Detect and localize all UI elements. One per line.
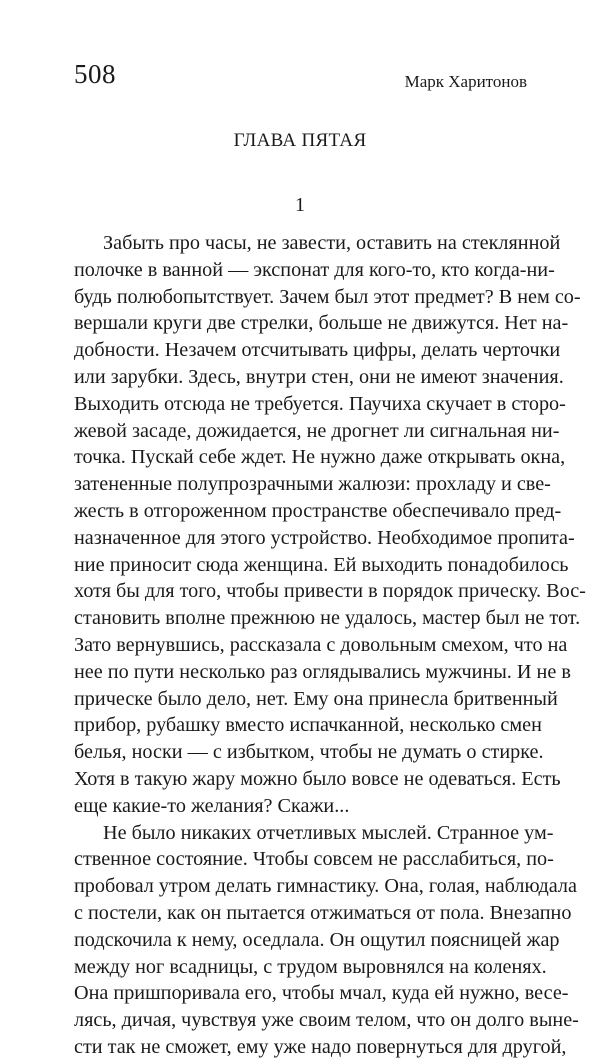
body-text <box>74 230 586 1061</box>
text-line: жесть в отгороженном пространстве обеспечивало пред- <box>74 499 562 522</box>
text-line: жевой засаде, дожидается, не дрогнет ли сигнальная ни- <box>74 419 560 442</box>
text-line: сти так не сможет, ему уже надо повернуться для другой, <box>74 1035 567 1058</box>
text-line: между ног всадницы, с трудом выровнялся на коленях. <box>74 955 547 978</box>
text-line: полочке в ванной — экспонат для кого-то, кто когда-ни- <box>74 258 555 281</box>
text-line: Выходить отсюда не требуется. Паучиха скучает в сторо- <box>74 392 566 415</box>
chapter-title: ГЛАВА ПЯТАЯ <box>233 130 367 151</box>
text-line: Забыть про часы, не завести, оставить на стеклянной <box>103 232 561 254</box>
text-line: белья, носки — с избытком, чтобы не думать о стирке. <box>74 741 544 764</box>
text-line: ние приносит сюда женщина. Ей выходить понадобилось <box>74 553 569 576</box>
text-line: будь полюбопытствует. Зачем был этот предмет? В нем со- <box>74 285 581 308</box>
page-number: 508 <box>74 59 116 89</box>
text-line: становить вполне прежнюю не удалось, мастер был не тот. <box>74 607 581 630</box>
text-line: прическе было дело, нет. Ему она принесла бритвенный <box>74 687 558 710</box>
text-line: Не было никаких отчетливых мыслей. Странное ум- <box>103 821 554 844</box>
text-line: Она пришпоривала его, чтобы мчал, куда ей нужно, весе- <box>74 982 569 1005</box>
text-line: затененные полупрозрачными жалюзи: прохладу и све- <box>74 473 551 496</box>
text-line: назначенное для этого устройство. Необходимое пропита- <box>74 526 575 549</box>
text-line: подскочила к нему, оседлала. Он ощутил поясницей жар <box>74 928 560 951</box>
running-head-author: Марк Харитонов <box>404 72 527 91</box>
text-line: пробовал утром делать гимнастику. Она, голая, наблюдала <box>74 875 577 898</box>
text-line: Хотя в такую жару можно было вовсе не одеваться. Есть <box>74 767 561 790</box>
text-line: хотя бы для того, чтобы привести в порядок прическу. Вос- <box>74 580 586 603</box>
text-line: вершали круги две стрелки, больше не движутся. Нет на- <box>74 312 569 335</box>
text-line: или зарубки. Здесь, внутри стен, они не имеют значения. <box>74 365 564 388</box>
section-number: 1 <box>295 194 305 216</box>
text-line: добности. Незачем отсчитывать цифры, делать черточки <box>74 339 561 362</box>
text-line: прибор, рубашку вместо испачканной, несколько смен <box>74 714 542 737</box>
text-line: с постели, как он пытается отжиматься от пола. Внезапно <box>74 901 572 924</box>
text-line: точка. Пускай себе ждет. Не нужно даже открывать окна, <box>74 446 566 469</box>
text-line: лясь, дичая, чувствуя уже своим телом, что он долго выне- <box>74 1009 579 1032</box>
text-line: Зато вернувшись, рассказала с довольным смехом, что на <box>74 633 568 656</box>
text-line: ственное состояние. Чтобы совсем не расслабиться, по- <box>74 848 554 871</box>
text-line: еще какие-то желания? Скажи... <box>74 794 350 817</box>
text-line: нее по пути несколько раз оглядывались мужчины. И не в <box>74 660 571 683</box>
